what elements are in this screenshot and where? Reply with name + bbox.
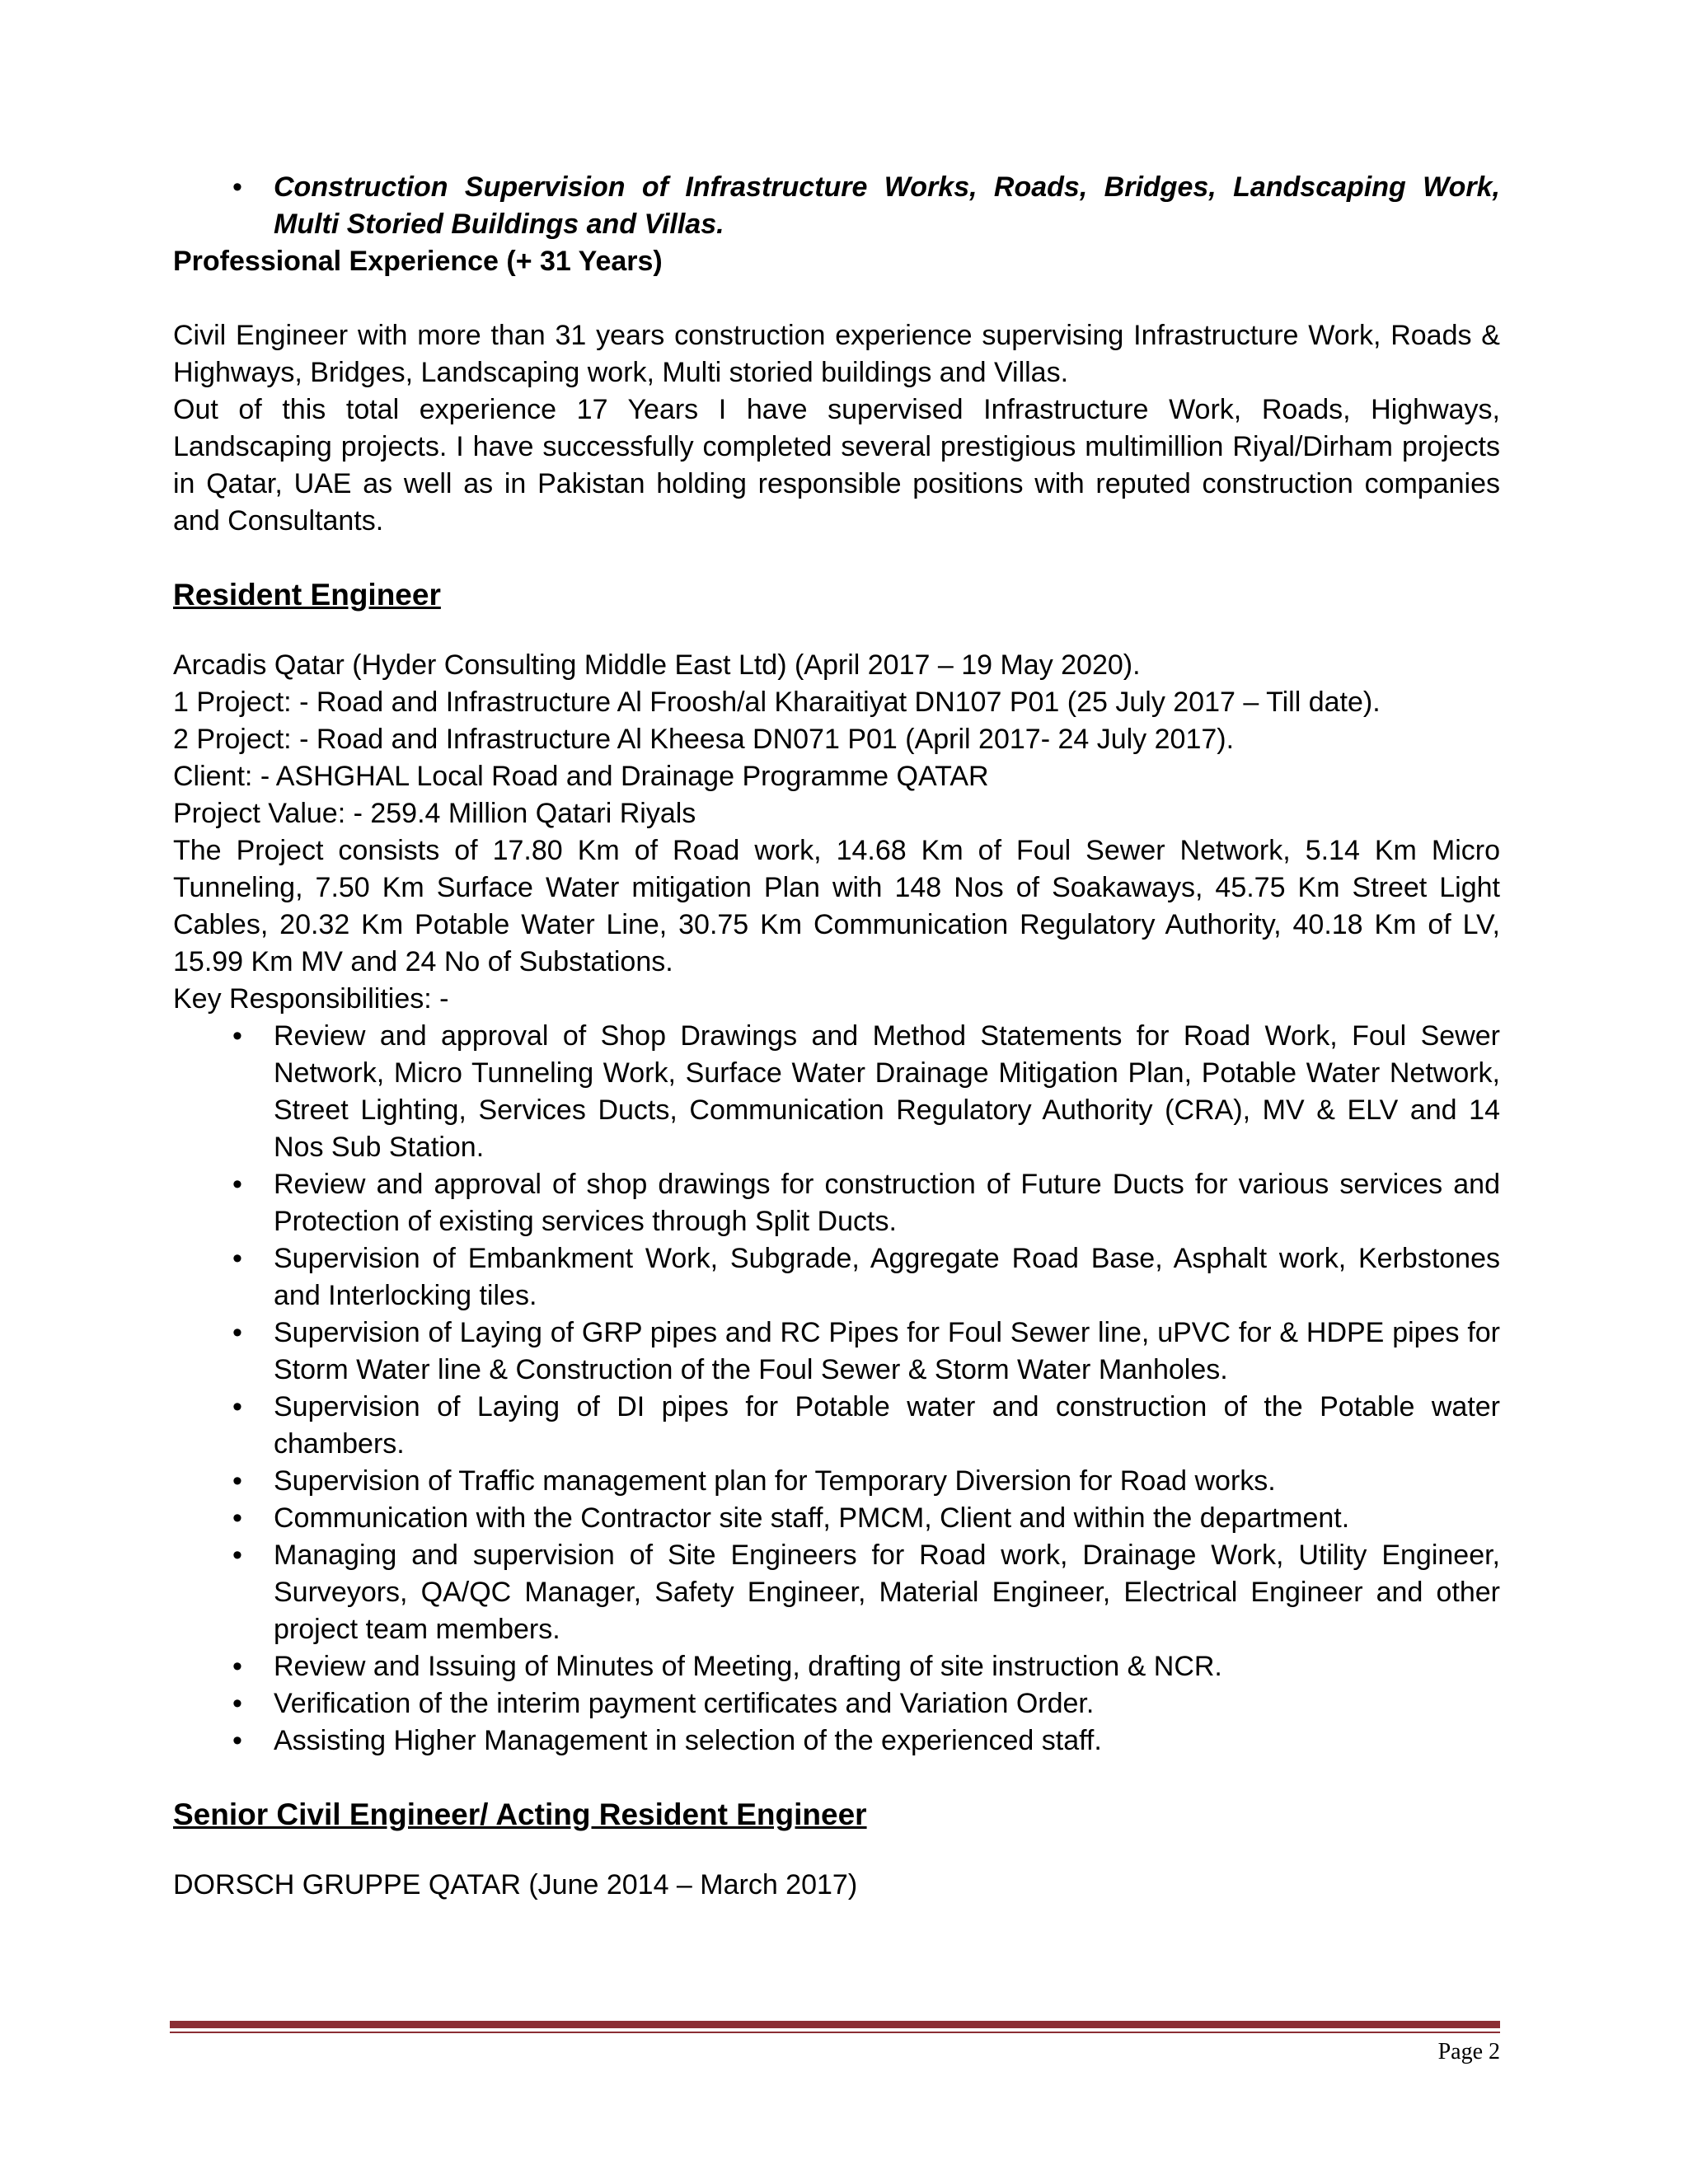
responsibility-text: Communication with the Contractor site staff, PMCM, Client and within the department. bbox=[274, 1502, 1350, 1534]
list-item bbox=[173, 1648, 1500, 1685]
footer-rule-thick bbox=[170, 2021, 1500, 2028]
spacer bbox=[173, 280, 1500, 317]
bullet-icon: • bbox=[232, 1540, 242, 1571]
bullet-icon: • bbox=[232, 1502, 242, 1534]
bullet-icon: • bbox=[232, 1169, 242, 1200]
list-item bbox=[173, 169, 1500, 243]
list-item bbox=[173, 1240, 1500, 1315]
responsibility-text: Assisting Higher Management in selection of the experienced staff. bbox=[274, 1725, 1102, 1756]
responsibility-text: Review and approval of Shop Drawings and Method Statements for Road Work, Foul Sewer Network, Micro Tunneling Work, Surface Water Drainage Mitigation Plan, Potable Water Network, Street Lighting, Services Ducts, Communication Regulatory Authority (CRA), MV & ELV and 14 Nos Sub Station. bbox=[274, 1020, 1500, 1163]
bullet-icon: • bbox=[232, 1465, 242, 1497]
bullet-icon: • bbox=[232, 1725, 242, 1756]
list-item bbox=[173, 1463, 1500, 1500]
list-item bbox=[173, 1500, 1500, 1537]
bullet-icon: • bbox=[232, 171, 242, 203]
list-item bbox=[173, 1315, 1500, 1389]
list-item bbox=[173, 1722, 1500, 1760]
responsibilities-label: Key Responsibilities: - bbox=[173, 983, 449, 1015]
list-item bbox=[173, 1166, 1500, 1240]
senior-civil-engineer-heading: Senior Civil Engineer/ Acting Resident Engineer bbox=[173, 1797, 867, 1831]
responsibility-text: Supervision of Laying of DI pipes for Potable water and construction of the Potable water chambers. bbox=[274, 1391, 1500, 1460]
responsibility-text: Managing and supervision of Site Engineers for Road work, Drainage Work, Utility Engineer, Surveyors, QA/QC Manager, Safety Engineer, Material Engineer, Electrical Engineer and other project team members. bbox=[274, 1540, 1500, 1645]
resident-engineer-description: The Project consists of 17.80 Km of Road work, 14.68 Km of Foul Sewer Network, 5.14 Km Micro Tunneling, 7.50 Km Surface Water mitigation Plan with 148 Nos of Soakaways, 45.75 Km Street Light Cables, 20.32 Km Potable Water Line, 30.75 Km Communication Regulatory Authority, 40.18 Km of LV, 15.99 Km MV and 24 No of Substations. bbox=[173, 835, 1500, 977]
responsibility-text: Verification of the interim payment certificates and Variation Order. bbox=[274, 1688, 1095, 1719]
bullet-icon: • bbox=[232, 1391, 242, 1422]
responsibility-text: Review and Issuing of Minutes of Meeting, drafting of site instruction & NCR. bbox=[274, 1651, 1222, 1682]
responsibilities-list bbox=[173, 1018, 1500, 1760]
list-item bbox=[173, 1018, 1500, 1166]
bullet-icon: • bbox=[232, 1020, 242, 1052]
professional-experience-heading: Professional Experience (+ 31 Years) bbox=[173, 246, 663, 277]
responsibility-text: Supervision of Traffic management plan for Temporary Diversion for Road works. bbox=[274, 1465, 1276, 1497]
bullet-icon: • bbox=[232, 1651, 242, 1682]
resident-engineer-project-value: Project Value: - 259.4 Million Qatari Riyals bbox=[173, 798, 696, 829]
list-item bbox=[173, 1537, 1500, 1648]
experience-paragraph-1: Civil Engineer with more than 31 years construction experience supervising Infrastructure Work, Roads & Highways, Bridges, Landscaping work, Multi storied buildings and Villas. bbox=[173, 320, 1500, 388]
page-number: Page 2 bbox=[1437, 2039, 1500, 2064]
bullet-icon: • bbox=[232, 1317, 242, 1348]
responsibility-text: Review and approval of shop drawings for construction of Future Ducts for various services and Protection of existing services through Split Ducts. bbox=[274, 1169, 1500, 1237]
resume-page bbox=[173, 169, 1500, 1904]
bullet-icon: • bbox=[232, 1243, 242, 1274]
resident-engineer-heading: Resident Engineer bbox=[173, 578, 441, 612]
responsibility-text: Supervision of Laying of GRP pipes and RC Pipes for Foul Sewer line, uPVC for & HDPE pipes for Storm Water line & Construction of the Foul Sewer & Storm Water Manholes. bbox=[274, 1317, 1500, 1385]
list-item bbox=[173, 1685, 1500, 1722]
resident-engineer-client: Client: - ASHGHAL Local Road and Drainage Programme QATAR bbox=[173, 761, 989, 792]
resident-engineer-project-1: 1 Project: - Road and Infrastructure Al Froosh/al Kharaitiyat DN107 P01 (25 July 2017 – Till date). bbox=[173, 687, 1381, 718]
responsibility-text: Supervision of Embankment Work, Subgrade, Aggregate Road Base, Asphalt work, Kerbstones and Interlocking tiles. bbox=[274, 1243, 1500, 1311]
resident-engineer-project-2: 2 Project: - Road and Infrastructure Al Kheesa DN071 P01 (April 2017- 24 July 2017). bbox=[173, 724, 1235, 755]
experience-paragraph-2: Out of this total experience 17 Years I have supervised Infrastructure Work, Roads, Highways, Landscaping projects. I have successfully completed several prestigious multimillion Riyal/Dirham projects in Qatar, UAE as well as in Pakistan holding responsible positions with reputed construction companies and Consultants. bbox=[173, 394, 1500, 537]
footer-rule-thin bbox=[170, 2032, 1500, 2033]
list-item bbox=[173, 1389, 1500, 1463]
intro-bullet-text: Construction Supervision of Infrastructure Works, Roads, Bridges, Landscaping Work, Multi Storied Buildings and Villas. bbox=[274, 171, 1500, 240]
senior-civil-engineer-employer: DORSCH GRUPPE QATAR (June 2014 – March 2017) bbox=[173, 1869, 858, 1900]
bullet-icon: • bbox=[232, 1688, 242, 1719]
intro-bullet-list bbox=[173, 169, 1500, 243]
resident-engineer-employer: Arcadis Qatar (Hyder Consulting Middle East Ltd) (April 2017 – 19 May 2020). bbox=[173, 649, 1141, 681]
